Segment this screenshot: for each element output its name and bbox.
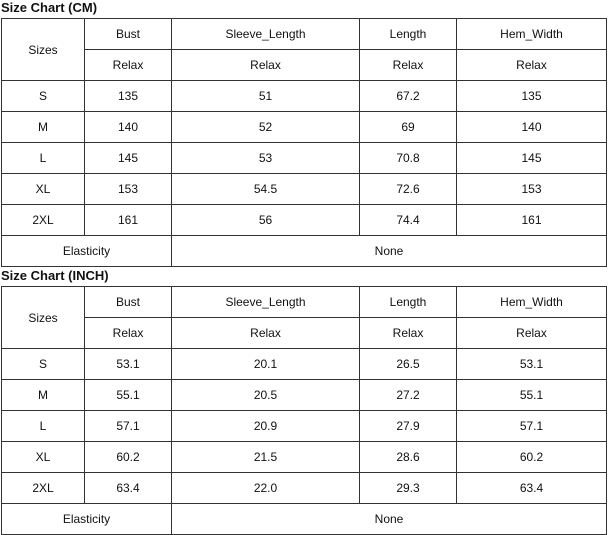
column-header-hem-width: Hem_Width (457, 19, 607, 50)
column-header-sleeve-length: Sleeve_Length (172, 19, 360, 50)
size-chart-cm-title: Size Chart (CM) (1, 0, 98, 15)
size-chart-inch-table (1, 286, 607, 535)
value-cell: 54.5 (172, 174, 360, 205)
value-cell: 53.1 (457, 349, 607, 380)
table-row (2, 81, 607, 112)
value-cell: 20.1 (172, 349, 360, 380)
subheader-cell: Relax (85, 50, 172, 81)
value-cell: 21.5 (172, 442, 360, 473)
value-cell: 161 (457, 205, 607, 236)
value-cell: 60.2 (457, 442, 607, 473)
table-row (2, 205, 607, 236)
value-cell: 161 (85, 205, 172, 236)
column-header-bust: Bust (85, 287, 172, 318)
size-cell: S (2, 349, 85, 380)
value-cell: 55.1 (457, 380, 607, 411)
value-cell: 53 (172, 143, 360, 174)
value-cell: 67.2 (360, 81, 457, 112)
column-header-sleeve-length: Sleeve_Length (172, 287, 360, 318)
subheader-cell: Relax (172, 50, 360, 81)
elasticity-value: None (172, 504, 607, 535)
value-cell: 27.2 (360, 380, 457, 411)
table-row (2, 174, 607, 205)
value-cell: 22.0 (172, 473, 360, 504)
table-row (2, 112, 607, 143)
sizes-header: Sizes (2, 19, 85, 81)
value-cell: 69 (360, 112, 457, 143)
column-header-bust: Bust (85, 19, 172, 50)
size-chart-cm-table (1, 18, 607, 267)
value-cell: 27.9 (360, 411, 457, 442)
column-header-length: Length (360, 287, 457, 318)
value-cell: 63.4 (457, 473, 607, 504)
value-cell: 51 (172, 81, 360, 112)
table-row (2, 143, 607, 174)
value-cell: 140 (457, 112, 607, 143)
value-cell: 140 (85, 112, 172, 143)
value-cell: 20.9 (172, 411, 360, 442)
value-cell: 52 (172, 112, 360, 143)
value-cell: 29.3 (360, 473, 457, 504)
elasticity-row (2, 504, 607, 535)
elasticity-row (2, 236, 607, 267)
subheader-cell: Relax (457, 318, 607, 349)
size-cell: L (2, 143, 85, 174)
value-cell: 57.1 (85, 411, 172, 442)
value-cell: 63.4 (85, 473, 172, 504)
table-row (2, 473, 607, 504)
value-cell: 153 (85, 174, 172, 205)
value-cell: 145 (85, 143, 172, 174)
value-cell: 53.1 (85, 349, 172, 380)
subheader-cell: Relax (85, 318, 172, 349)
column-header-hem-width: Hem_Width (457, 287, 607, 318)
elasticity-label: Elasticity (2, 236, 172, 267)
subheader-cell: Relax (172, 318, 360, 349)
header-row (2, 19, 607, 50)
subheader-row (2, 318, 607, 349)
value-cell: 70.8 (360, 143, 457, 174)
value-cell: 55.1 (85, 380, 172, 411)
size-cell: XL (2, 174, 85, 205)
column-header-length: Length (360, 19, 457, 50)
table-row (2, 442, 607, 473)
value-cell: 60.2 (85, 442, 172, 473)
table-row (2, 349, 607, 380)
subheader-cell: Relax (360, 318, 457, 349)
size-cell: 2XL (2, 473, 85, 504)
value-cell: 74.4 (360, 205, 457, 236)
value-cell: 26.5 (360, 349, 457, 380)
value-cell: 145 (457, 143, 607, 174)
sizes-header: Sizes (2, 287, 85, 349)
subheader-cell: Relax (457, 50, 607, 81)
table-row (2, 380, 607, 411)
value-cell: 20.5 (172, 380, 360, 411)
size-cell: XL (2, 442, 85, 473)
value-cell: 135 (457, 81, 607, 112)
value-cell: 72.6 (360, 174, 457, 205)
value-cell: 153 (457, 174, 607, 205)
size-chart-inch-title: Size Chart (INCH) (1, 268, 109, 283)
header-row (2, 287, 607, 318)
elasticity-value: None (172, 236, 607, 267)
size-cell: M (2, 380, 85, 411)
value-cell: 135 (85, 81, 172, 112)
subheader-row (2, 50, 607, 81)
size-cell: 2XL (2, 205, 85, 236)
value-cell: 56 (172, 205, 360, 236)
size-cell: M (2, 112, 85, 143)
subheader-cell: Relax (360, 50, 457, 81)
elasticity-label: Elasticity (2, 504, 172, 535)
size-cell: L (2, 411, 85, 442)
value-cell: 28.6 (360, 442, 457, 473)
size-cell: S (2, 81, 85, 112)
value-cell: 57.1 (457, 411, 607, 442)
table-row (2, 411, 607, 442)
